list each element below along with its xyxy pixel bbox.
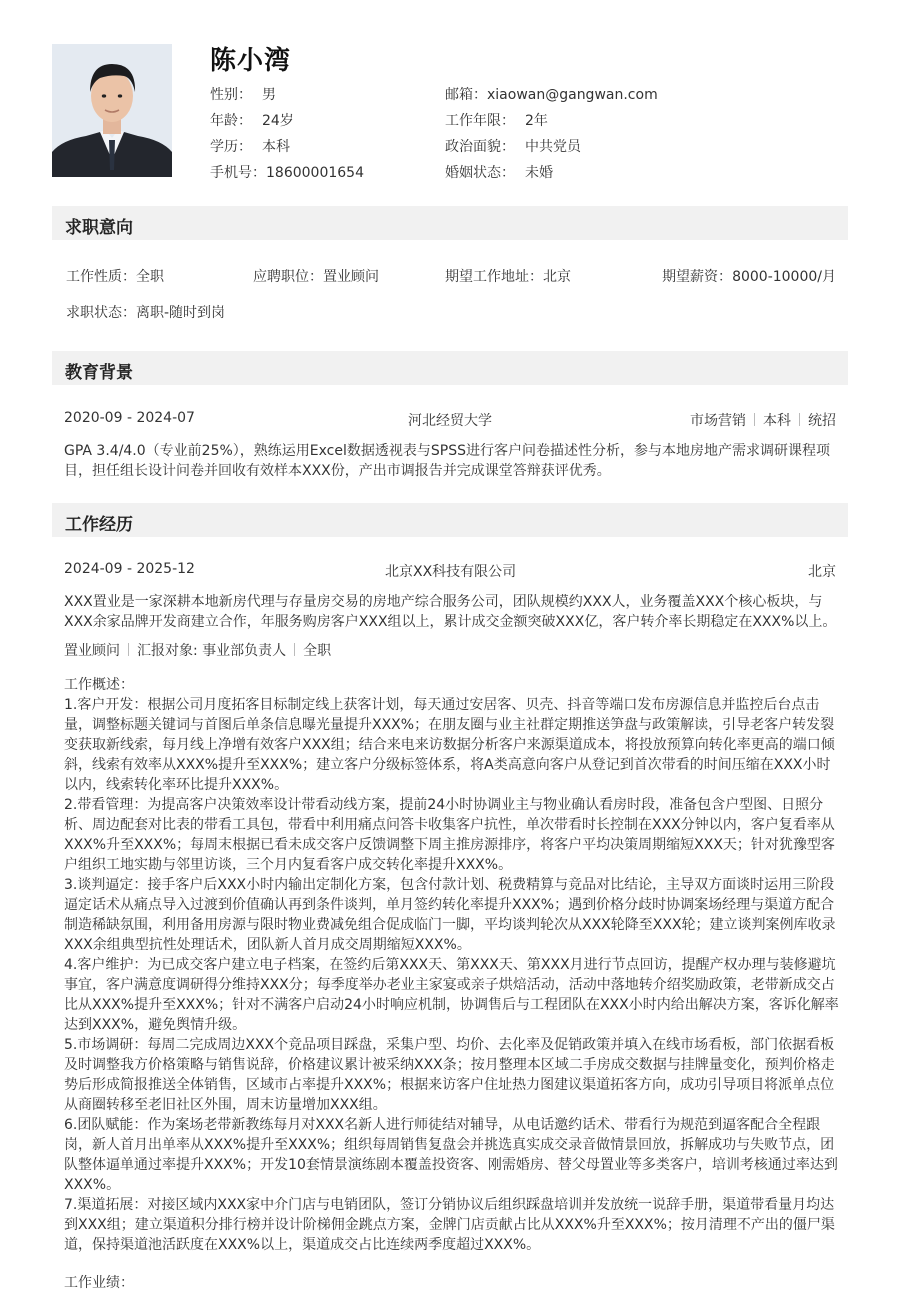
- education-tags: [690, 410, 836, 430]
- company-intro-text: XXX置业是一家深耕本地新房代理与存量房交易的房地产综合服务公司，团队规模约XXX人，业务覆盖XXX个核心板块，与XXX余家品牌开发商建立合作，年服务购房客户XXX组以上，累计成交金额突破XXX亿，客户转介率长期稳定在XXX%以上。: [64, 594, 837, 630]
- work-period: 2024-09 - 2025-12: [64, 561, 195, 577]
- field-value: 8000-10000/月: [732, 269, 836, 285]
- field-value: 男: [262, 87, 276, 103]
- field-value: 2年: [525, 113, 548, 129]
- field-label: 期望薪资：: [662, 269, 733, 285]
- field-label: 邮箱：: [445, 87, 487, 103]
- work-overview: [64, 675, 839, 1293]
- field-label: 手机号：: [210, 165, 266, 181]
- enrollment-type: 统招: [808, 413, 836, 429]
- duty-item: 3.谈判逼定：接手客户后XXX小时内输出定制化方案，包含付款计划、税费精算与竞品对比结论，主导双方面谈时运用三阶段逼定话术从痛点导入过渡到价值确认再到条件谈判，单月签约转化率提升XXX%；遇到价格分歧时协调案场经理与渠道方配合制造稀缺氛围，利用备用房源与限时物业费减免组合促成临门一脚，平均谈判轮次从XXX轮降至XXX轮；建立谈判案例库收录XXX余组典型抗性处理话术，团队新人首月成交周期缩短XXX%。: [64, 877, 836, 953]
- overview-label: 工作概述：: [64, 677, 134, 693]
- field-value: 离职-随时到岗: [136, 305, 226, 321]
- field-value: 未婚: [525, 165, 553, 181]
- education-period: 2020-09 - 2024-07: [64, 410, 195, 426]
- divider: [754, 413, 755, 426]
- work-city: 北京: [808, 564, 836, 580]
- section-header-work: [52, 503, 848, 537]
- section-header-education: [52, 351, 848, 385]
- target-position: [253, 266, 379, 286]
- field-label: 性别：: [210, 87, 252, 103]
- phone-row: [210, 162, 364, 182]
- age-row: [210, 110, 294, 130]
- field-label: 政治面貌：: [445, 139, 515, 155]
- field-label: 年龄：: [210, 113, 252, 129]
- field-label: 求职状态：: [66, 305, 136, 321]
- duty-item: 4.客户维护：为已成交客户建立电子档案，在签约后第XXX天、第XXX天、第XXX月进行节点回访，提醒产权办理与装修避坑事宜，客户满意度调研得分维持XXX分；每季度举办老业主家宴或亲子烘焙活动，活动中落地转介绍奖励政策，老带新成交占比从XXX%提升至XXX%；针对不满客户启动24小时响应机制，协调售后与工程团队在XXX小时内给出解决方案，客诉化解率达到XXX%，避免舆情升级。: [64, 957, 839, 1033]
- education-description: [64, 441, 839, 481]
- field-value: 中共党员: [525, 139, 581, 155]
- job-title: 置业顾问: [64, 643, 120, 659]
- field-label: 学历：: [210, 139, 252, 155]
- portrait-photo-icon: [52, 44, 172, 177]
- field-value: 本科: [262, 139, 290, 155]
- company-name: 北京XX科技有限公司: [385, 564, 517, 580]
- email-row: [445, 84, 658, 104]
- duty-item: 2.带看管理：为提高客户决策效率设计带看动线方案，提前24小时协调业主与物业确认看房时段，准备包含户型图、日照分析、周边配套对比表的带看工具包，带看中利用痛点问答卡收集客户抗性，单次带看时长控制在XXX分钟以内，客户复看率从XXX%升至XXX%；每周末根据已看未成交客户反馈调整下周主推房源排序，将客户平均决策周期缩短XXX天；针对犹豫型客户组织工地实勘与邻里访谈，三个月内复看客户成交转化率提升XXX%。: [64, 797, 835, 873]
- work-tags: [64, 640, 331, 660]
- major: 市场营销: [690, 413, 746, 429]
- duty-item: 1.客户开发：根据公司月度拓客目标制定线上获客计划，每天通过安居客、贝壳、抖音等端口发布房源信息并监控后台点击量，调整标题关键词与首图后单条信息曝光量提升XXX%；在朋友圈与业主社群定期推送笋盘与政策解读，引导老客户转发裂变获取新线索，每月线上净增有效客户XXX组；结合来电来访数据分析客户来源渠道成本，将投放预算向转化率更高的端口倾斜，线索有效率从XXX%提升至XXX%；建立客户分级标签体系，将A类高意向客户从登记到首次带看的时间压缩在XXX小时以内，线索转化率环比提升XXX%。: [64, 697, 835, 793]
- section-title: 工作经历: [65, 515, 133, 535]
- field-value: 置业顾问: [323, 269, 379, 285]
- field-label: 婚姻状态：: [445, 165, 515, 181]
- employment-type: 全职: [303, 643, 332, 659]
- achievements-label: 工作业绩：: [64, 1275, 134, 1291]
- duty-item: 5.市场调研：每周二完成周边XXX个竞品项目踩盘，采集户型、均价、去化率及促销政策并填入在线市场看板，部门依据看板及时调整我方价格策略与销售说辞，价格建议累计被采纳XXX条；按月整理本区域二手房成交数据与挂牌量变化，预判价格走势后形成简报推送全体销售，区域市占率提升XXX%；根据来访客户住址热力图建议渠道拓客方向，成功引导项目将派单点位从商圈转移至老旧社区外围，周末访量增加XXX组。: [64, 1037, 835, 1113]
- field-value: 北京: [543, 269, 571, 285]
- divider: [294, 643, 295, 656]
- divider: [128, 643, 129, 656]
- education-description-text: GPA 3.4/4.0（专业前25%），熟练运用Excel数据透视表与SPSS进行客户问卷描述性分析，参与本地房地产需求调研课程项目，担任组长设计问卷并回收有效样本XXX份，产出市调报告并完成课堂答辩获评优秀。: [64, 443, 830, 479]
- field-value: 24岁: [262, 113, 294, 129]
- company-intro: [64, 592, 839, 632]
- school-name: 河北经贸大学: [408, 413, 492, 429]
- work-years-row: [445, 110, 548, 130]
- duty-item: 7.渠道拓展：对接区域内XXX家中介门店与电销团队，签订分销协议后组织踩盘培训并发放统一说辞手册，渠道带看量月均达到XXX组；建立渠道积分排行榜并设计阶梯佣金跳点方案，金牌门店贡献占比从XXX%升至XXX%；按月清理不产出的僵尸渠道，保持渠道池活跃度在XXX%以上，渠道成交占比连续两季度超过XXX%。: [64, 1197, 835, 1253]
- avatar: [52, 44, 172, 177]
- section-title: 求职意向: [65, 218, 133, 238]
- candidate-name: 陈小湾: [210, 46, 292, 76]
- duty-item: 6.团队赋能：作为案场老带新教练每月对XXX名新人进行师徒结对辅导，从电话邀约话术、带看行为规范到逼客配合全程跟岗，新人首月出单率从XXX%提升至XXX%；组织每周销售复盘会并挑选真实成交录音做情景回放，拆解成功与失败节点，团队整体逼单通过率提升XXX%；开发10套情景演练剧本覆盖投资客、刚需婚房、替父母置业等多类客户，培训考核通过率达到XXX%。: [64, 1117, 838, 1193]
- target-location: [445, 266, 571, 286]
- field-value: xiaowan@gangwan.com: [487, 87, 658, 103]
- field-label: 工作年限：: [445, 113, 515, 129]
- report-to: 汇报对象: 事业部负责人: [137, 643, 287, 659]
- section-title: 教育背景: [65, 363, 133, 383]
- marital-status-row: [445, 162, 553, 182]
- job-status: [66, 302, 225, 322]
- field-label: 应聘职位：: [253, 269, 323, 285]
- education-level-row: [210, 136, 290, 156]
- field-value: 18600001654: [266, 165, 364, 181]
- section-header-intent: [52, 206, 848, 240]
- field-label: 工作性质：: [66, 269, 136, 285]
- job-type: [66, 266, 164, 286]
- political-status-row: [445, 136, 581, 156]
- degree: 本科: [763, 413, 791, 429]
- divider: [799, 413, 800, 426]
- field-value: 全职: [136, 269, 164, 285]
- expected-salary: [662, 266, 836, 286]
- gender-row: [210, 84, 276, 104]
- field-label: 期望工作地址：: [445, 269, 543, 285]
